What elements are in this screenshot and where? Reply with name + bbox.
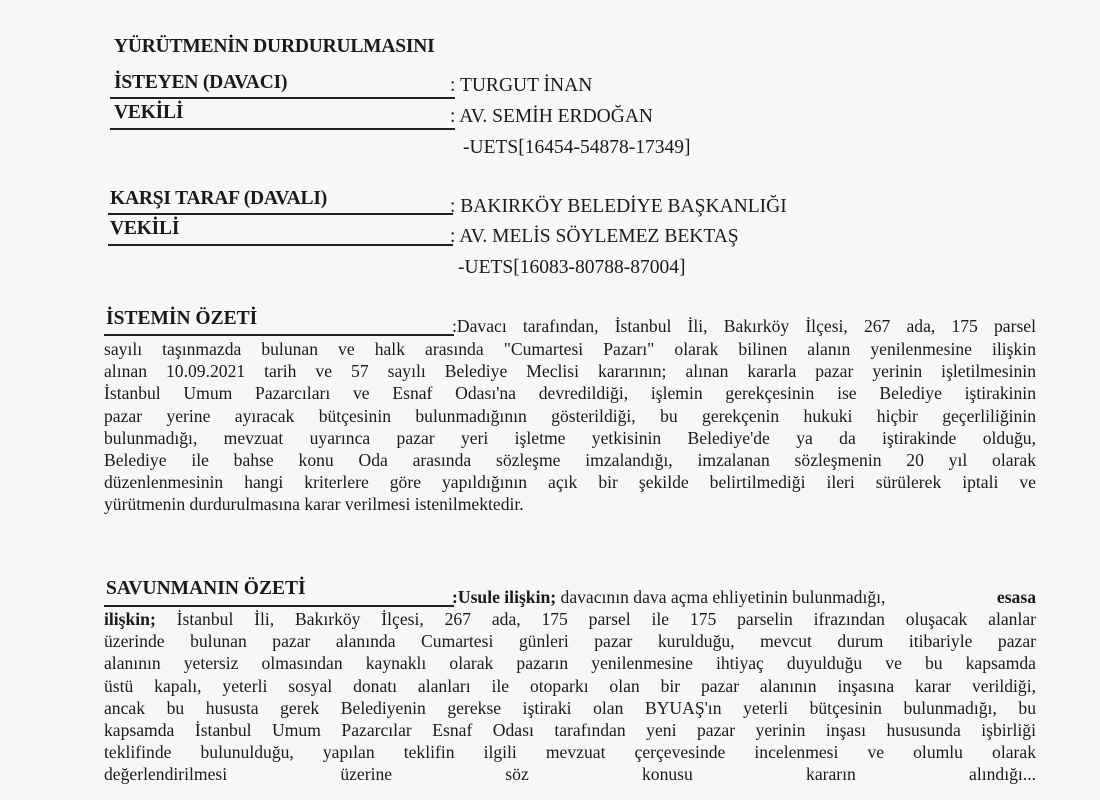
text-line: düzenlenmesinin hangi kriterlere göre yapıldığının açık bir şekilde belirtilmediği ileri sürülerek iptali ve: [104, 472, 1036, 493]
claim-summary-line-1: :Davacı tarafından, İstanbul İli, Bakırköy İlçesi, 267 ada, 175 parsel: [452, 316, 1036, 336]
underline: [104, 334, 454, 336]
text-line: kapsamda İstanbul Umum Pazarcılar Esnaf Odası tarafından yeni pazar yerinin inşası hususunda işbirliği: [104, 719, 1036, 740]
plaintiff-value: : TURGUT İNAN: [450, 75, 593, 96]
defense-summary-heading: SAVUNMANIN ÖZETİ: [106, 578, 306, 599]
plaintiff-attorney-value: : AV. SEMİH ERDOĞAN: [450, 106, 653, 127]
text-line: üzerinde bulunan pazar alanında Cumartesi günleri pazar kurulduğu, mevcut durum itibariyle pazar: [104, 631, 1036, 652]
defendant-attorney-label: VEKİLİ: [110, 218, 180, 239]
defense-summary-line-1: [452, 587, 1036, 608]
defendant-label: KARŞI TARAF (DAVALI): [110, 188, 328, 209]
underline: [110, 128, 455, 130]
text-segment: İstanbul İli, Bakırköy İlçesi, 267 ada, 175 parsel ile 175 parselin ifrazından oluşacak alanlar: [155, 609, 1036, 629]
text-line: alanının yetersiz olmasından kaynaklı olarak pazarın yenilenmesine ihtiyaç duyulduğu ve bu kapsamda: [104, 653, 1036, 674]
plaintiff-label: İSTEYEN (DAVACI): [114, 72, 288, 93]
defendant-attorney-uets: -UETS[16083-80788-87004]: [458, 257, 686, 278]
text-line: bulunmadığı, mevzuat uyarınca pazar yeri işletme yetkisinin Belediye'de ya da iştirakinde olduğu,: [104, 427, 1036, 448]
defendant-attorney-value: : AV. MELİS SÖYLEMEZ BEKTAŞ: [450, 226, 739, 247]
text-line: alınan 10.09.2021 tarih ve 57 sayılı Belediye Meclisi kararının; alınan kararla pazar yerinin işletilmesinin: [104, 361, 1036, 382]
underline: [104, 605, 454, 607]
document-title: YÜRÜTMENİN DURDURULMASINI: [114, 36, 435, 57]
underline: [108, 213, 453, 215]
plaintiff-attorney-label: VEKİLİ: [114, 102, 184, 123]
text-line: [104, 608, 1036, 630]
text-line: pazar yerine ayıracak bütçesinin bulunmadığının gösterildiği, bu gerekçenin hukuki hiçbir geçerliliğinin: [104, 405, 1036, 426]
claim-summary-body: [104, 338, 1036, 516]
text-line: ancak bu hususta gerek Belediyenin gerekse iştiraki olan BYUAŞ'ın yeterli bütçesinin bulunmadığı, bu: [104, 697, 1036, 718]
merits-label: esasa: [996, 587, 1036, 607]
underline: [108, 244, 453, 246]
claim-summary-heading: İSTEMİN ÖZETİ: [106, 308, 258, 329]
text-segment: davacının dava açma ehliyetinin bulunmadığı,: [556, 587, 886, 607]
text-line: İstanbul Umum Pazarcıları ve Esnaf Odası'na devredildiği, işlemin gerekçesinin ise Belediye iştirakinin: [104, 383, 1036, 404]
defense-summary-body: [104, 608, 1036, 786]
procedural-label: :Usule ilişkin;: [452, 587, 557, 607]
text-line: Belediye ile bahse konu Oda arasında sözleşme imzalandığı, imzalanan sözleşmenin 20 yıl olarak: [104, 449, 1036, 470]
underline: [110, 97, 455, 99]
text-line: teklifinde bulunulduğu, yapılan teklifin ilgili mevzuat çerçevesinde incelenmesi ve olumlu olarak: [104, 742, 1036, 763]
text-line: değerlendirilmesi üzerine söz konusu kararın alındığı...: [104, 764, 1036, 785]
merits-label-cont: ilişkin;: [104, 609, 156, 629]
defendant-value: : BAKIRKÖY BELEDİYE BAŞKANLIĞI: [450, 196, 787, 217]
plaintiff-attorney-uets: -UETS[16454-54878-17349]: [463, 137, 691, 158]
text-line: sayılı taşınmazda bulunan ve halk arasında "Cumartesi Pazarı" olarak bilinen alanın yenilenmesine ilişkin: [104, 339, 1036, 359]
text-line: yürütmenin durdurulmasına karar verilmesi istenilmektedir.: [104, 494, 524, 515]
text-line: üstü kapalı, yeterli sosyal donatı alanları ile otoparkı olan bir pazar alanının inşasına karar verildiği,: [104, 675, 1036, 696]
